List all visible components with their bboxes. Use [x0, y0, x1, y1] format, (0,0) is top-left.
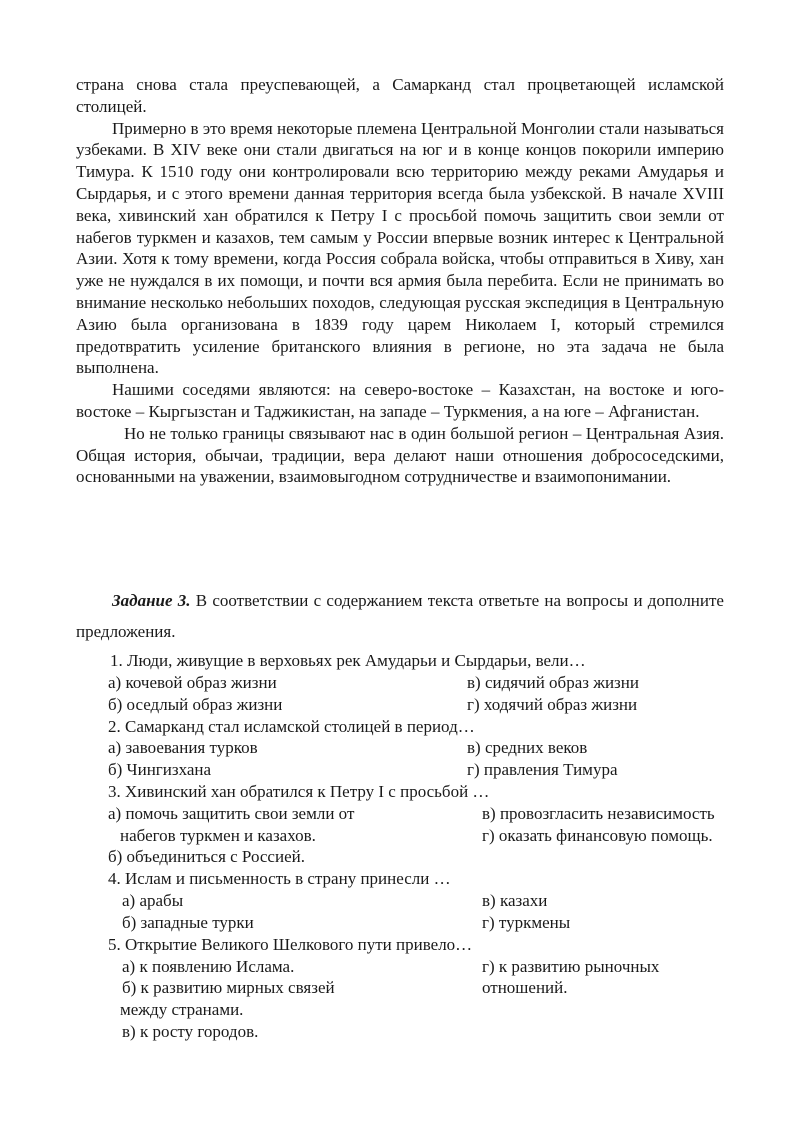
paragraph: Но не только границы связывают нас в один большой регион – Центральная Азия. Общая история, обычаи, традиции, вера делают наши отношения добрососедскими, основанными на уважении, взаимовыгодном сотрудничестве и взаимопонимании. — [76, 423, 724, 487]
option-b-continued: между странами. — [120, 1000, 244, 1019]
option-g: г) к развитию рыночных — [482, 957, 660, 976]
option-a: а) завоевания турков — [108, 738, 258, 757]
task-heading — [76, 585, 724, 647]
option-g-continued: отношений. — [482, 978, 568, 997]
option-a: а) арабы — [122, 891, 184, 910]
question-5: 5. Открытие Великого Шелкового пути привело… — [108, 935, 473, 954]
option-a-continued: набегов туркмен и казахов. — [120, 826, 316, 845]
option-a: а) помочь защитить свои земли от — [108, 804, 355, 823]
option-b: б) объединиться с Россией. — [108, 847, 305, 866]
option-b: б) к развитию мирных связей — [122, 978, 335, 997]
reading-text — [76, 74, 724, 488]
option-v: в) к росту городов. — [122, 1022, 259, 1041]
option-g: г) ходячий образ жизни — [467, 695, 638, 714]
option-v: в) провозгласить независимость — [482, 804, 715, 823]
option-v: в) средних веков — [467, 738, 588, 757]
paragraph: страна снова стала преуспевающей, а Самарканд стал процветающей исламской столицей. — [76, 75, 724, 116]
question-2: 2. Самарканд стал исламской столицей в период… — [108, 717, 475, 736]
paragraph: Примерно в это время некоторые племена Центральной Монголии стали называться узбеками. В XIV веке они стали двигаться на юг и в конце концов покорили империю Тимура. К 1510 году они контролировали всю территорию между реками Амударья и Сырдарья, и с этого времени данная территория всегда была узбекской. В начале XVIII века, хивинский хан обратился к Петру I с просьбой помочь защитить свои земли от набегов туркмен и казахов, тем самым у России впервые возник интерес к Центральной Азии. Хотя к тому времени, когда Россия собрала войска, чтобы отправиться в Хиву, хан уже не нуждался в их помощи, и почти вся армия была перебита. Если не принимать во внимание несколько небольших походов, следующая русская экспедиция в Центральную Азию была организована в 1839 году царем Николаем I, который стремился предотвратить усиление британского влияния в регионе, но эта задача не была выполнена. — [76, 118, 724, 378]
question-1: 1. Люди, живущие в верховьях рек Амударьи и Сырдарьи, вели… — [110, 651, 586, 670]
paragraph: Нашими соседями являются: на северо-востоке – Казахстан, на востоке и юго-востоке – Кыргызстан и Таджикистан, на западе – Туркмения, а на юге – Афганистан. — [76, 380, 724, 421]
option-g: г) правления Тимура — [467, 760, 618, 779]
option-v: в) сидячий образ жизни — [467, 673, 639, 692]
option-g: г) оказать финансовую помощь. — [482, 826, 713, 845]
option-a: а) кочевой образ жизни — [108, 673, 277, 692]
option-b: б) Чингизхана — [108, 760, 212, 779]
option-b: б) западные турки — [122, 913, 254, 932]
option-b: б) оседлый образ жизни — [108, 695, 283, 714]
task-instruction: В соответствии с содержанием текста ответьте на вопросы и дополните предложения. — [76, 591, 724, 641]
question-4: 4. Ислам и письменность в страну принесли … — [108, 869, 451, 888]
question-3: 3. Хивинский хан обратился к Петру I с просьбой … — [108, 782, 490, 801]
option-g: г) туркмены — [482, 913, 571, 932]
option-v: в) казахи — [482, 891, 548, 910]
option-a: а) к появлению Ислама. — [122, 957, 295, 976]
task-label: Задание 3. — [112, 591, 191, 610]
